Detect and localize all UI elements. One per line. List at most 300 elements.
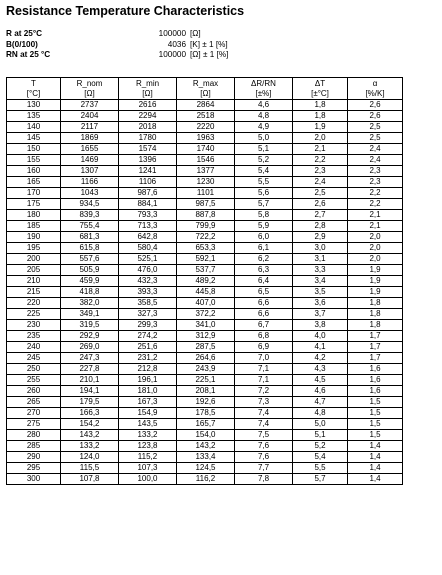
table-row bbox=[7, 320, 403, 331]
table-cell: 6,9 bbox=[235, 342, 293, 353]
table-cell: 1166 bbox=[61, 177, 119, 188]
table-cell: 215 bbox=[7, 287, 61, 298]
parameter-block bbox=[6, 29, 228, 61]
table-row bbox=[7, 430, 403, 441]
table-cell: 2117 bbox=[61, 122, 119, 133]
table-cell: 3,5 bbox=[293, 287, 348, 298]
table-cell: 1101 bbox=[177, 188, 235, 199]
table-cell: 6,0 bbox=[235, 232, 293, 243]
param-value: 100000 bbox=[158, 29, 186, 38]
param-label: R at 25°C bbox=[6, 29, 43, 38]
table-row bbox=[7, 452, 403, 463]
table-cell: 2018 bbox=[119, 122, 177, 133]
table-cell: 1241 bbox=[119, 166, 177, 177]
table-row bbox=[7, 419, 403, 430]
table-row bbox=[7, 463, 403, 474]
table-cell: 1,7 bbox=[348, 331, 403, 342]
table-cell: 459,9 bbox=[61, 276, 119, 287]
table-cell: 1377 bbox=[177, 166, 235, 177]
table-row bbox=[7, 243, 403, 254]
table-cell: 210,1 bbox=[61, 375, 119, 386]
resistance-temperature-table bbox=[6, 77, 403, 485]
table-cell: 5,2 bbox=[235, 155, 293, 166]
table-cell: 1,4 bbox=[348, 441, 403, 452]
table-row bbox=[7, 122, 403, 133]
table-row bbox=[7, 364, 403, 375]
table-row bbox=[7, 331, 403, 342]
table-cell: 2404 bbox=[61, 111, 119, 122]
table-cell: 2,4 bbox=[348, 144, 403, 155]
table-cell: 225 bbox=[7, 309, 61, 320]
table-cell: 1,6 bbox=[348, 364, 403, 375]
table-cell: 4,3 bbox=[293, 364, 348, 375]
table-cell: 115,2 bbox=[119, 452, 177, 463]
table-cell: 349,1 bbox=[61, 309, 119, 320]
table-cell: 5,7 bbox=[235, 199, 293, 210]
table-cell: 6,6 bbox=[235, 309, 293, 320]
table-cell: 5,1 bbox=[293, 430, 348, 441]
table-cell: 185 bbox=[7, 221, 61, 232]
table-cell: 135 bbox=[7, 111, 61, 122]
table-cell: 799,9 bbox=[177, 221, 235, 232]
table-cell: 133,2 bbox=[119, 430, 177, 441]
table-cell: 300 bbox=[7, 474, 61, 485]
param-label: B(0/100) bbox=[6, 39, 38, 49]
table-cell: 2,4 bbox=[348, 155, 403, 166]
table-cell: 3,7 bbox=[293, 309, 348, 320]
table-cell: 1546 bbox=[177, 155, 235, 166]
table-row bbox=[7, 232, 403, 243]
table-cell: 2864 bbox=[177, 100, 235, 111]
table-cell: 525,1 bbox=[119, 254, 177, 265]
table-cell: 165 bbox=[7, 177, 61, 188]
table-row bbox=[7, 199, 403, 210]
table-cell: 1,4 bbox=[348, 463, 403, 474]
table-cell: 260 bbox=[7, 386, 61, 397]
table-cell: 116,2 bbox=[177, 474, 235, 485]
table-cell: 505,9 bbox=[61, 265, 119, 276]
table-cell: 194,1 bbox=[61, 386, 119, 397]
table-cell: 167,3 bbox=[119, 397, 177, 408]
table-cell: 7,7 bbox=[235, 463, 293, 474]
table-cell: 155 bbox=[7, 155, 61, 166]
param-unit: [K] ± 1 [%] bbox=[190, 39, 228, 49]
table-cell: 4,6 bbox=[293, 386, 348, 397]
table-cell: 382,0 bbox=[61, 298, 119, 309]
table-cell: 1,5 bbox=[348, 397, 403, 408]
table-cell: 1043 bbox=[61, 188, 119, 199]
table-cell: 1,9 bbox=[293, 122, 348, 133]
table-cell: 5,4 bbox=[293, 452, 348, 463]
table-cell: 220 bbox=[7, 298, 61, 309]
table-cell: 4,9 bbox=[235, 122, 293, 133]
table-cell: 1,8 bbox=[348, 298, 403, 309]
table-cell: 1106 bbox=[119, 177, 177, 188]
table-cell: 642,8 bbox=[119, 232, 177, 243]
table-cell: 4,8 bbox=[235, 111, 293, 122]
table-cell: 170 bbox=[7, 188, 61, 199]
table-cell: 5,5 bbox=[235, 177, 293, 188]
table-cell: 2,0 bbox=[348, 243, 403, 254]
table-cell: 1,6 bbox=[348, 375, 403, 386]
table-cell: 2,7 bbox=[293, 210, 348, 221]
table-row bbox=[7, 188, 403, 199]
page-title: Resistance Temperature Characteristics bbox=[6, 4, 245, 18]
table-cell: 755,4 bbox=[61, 221, 119, 232]
table-row bbox=[7, 100, 403, 111]
table-cell: 1,8 bbox=[293, 111, 348, 122]
table-row bbox=[7, 287, 403, 298]
table-row bbox=[7, 342, 403, 353]
param-unit: [Ω] bbox=[190, 29, 201, 38]
column-header-temperature: T [°C] bbox=[7, 78, 61, 100]
column-header-r-min: R_min [Ω] bbox=[119, 78, 177, 100]
table-cell: 299,3 bbox=[119, 320, 177, 331]
table-cell: 5,5 bbox=[293, 463, 348, 474]
table-cell: 592,1 bbox=[177, 254, 235, 265]
table-cell: 264,6 bbox=[177, 353, 235, 364]
table-cell: 285 bbox=[7, 441, 61, 452]
table-row bbox=[7, 221, 403, 232]
table-cell: 2294 bbox=[119, 111, 177, 122]
table-cell: 225,1 bbox=[177, 375, 235, 386]
table-cell: 4,7 bbox=[293, 397, 348, 408]
table-cell: 100,0 bbox=[119, 474, 177, 485]
param-row bbox=[6, 29, 228, 40]
table-cell: 2,9 bbox=[293, 232, 348, 243]
table-cell: 143,5 bbox=[119, 419, 177, 430]
table-cell: 205 bbox=[7, 265, 61, 276]
table-cell: 445,8 bbox=[177, 287, 235, 298]
table-cell: 3,8 bbox=[293, 320, 348, 331]
table-cell: 178,5 bbox=[177, 408, 235, 419]
table-cell: 2737 bbox=[61, 100, 119, 111]
table-cell: 4,0 bbox=[293, 331, 348, 342]
table-cell: 5,8 bbox=[235, 210, 293, 221]
table-cell: 681,3 bbox=[61, 232, 119, 243]
table-cell: 839,3 bbox=[61, 210, 119, 221]
table-cell: 1,4 bbox=[348, 452, 403, 463]
table-cell: 166,3 bbox=[61, 408, 119, 419]
table-row bbox=[7, 144, 403, 155]
table-cell: 196,1 bbox=[119, 375, 177, 386]
table-row bbox=[7, 386, 403, 397]
table-cell: 713,3 bbox=[119, 221, 177, 232]
table-cell: 133,4 bbox=[177, 452, 235, 463]
table-cell: 123,8 bbox=[119, 441, 177, 452]
table-cell: 2,8 bbox=[293, 221, 348, 232]
param-value: 4036 bbox=[167, 39, 186, 49]
table-cell: 3,3 bbox=[293, 265, 348, 276]
table-row bbox=[7, 397, 403, 408]
table-cell: 7,0 bbox=[235, 353, 293, 364]
table-cell: 2,0 bbox=[293, 133, 348, 144]
table-cell: 2,1 bbox=[293, 144, 348, 155]
table-cell: 418,8 bbox=[61, 287, 119, 298]
table-cell: 2,5 bbox=[348, 133, 403, 144]
table-row bbox=[7, 254, 403, 265]
table-cell: 2,3 bbox=[348, 166, 403, 177]
table-cell: 200 bbox=[7, 254, 61, 265]
table-cell: 143,2 bbox=[61, 430, 119, 441]
table-cell: 210 bbox=[7, 276, 61, 287]
table-cell: 4,2 bbox=[293, 353, 348, 364]
table-cell: 1,8 bbox=[348, 320, 403, 331]
table-cell: 2,3 bbox=[293, 166, 348, 177]
table-cell: 165,7 bbox=[177, 419, 235, 430]
table-cell: 2,0 bbox=[348, 254, 403, 265]
table-cell: 292,9 bbox=[61, 331, 119, 342]
table-cell: 1,8 bbox=[348, 309, 403, 320]
table-cell: 3,1 bbox=[293, 254, 348, 265]
table-cell: 2,4 bbox=[293, 177, 348, 188]
table-cell: 181,0 bbox=[119, 386, 177, 397]
table-cell: 3,6 bbox=[293, 298, 348, 309]
table-cell: 4,8 bbox=[293, 408, 348, 419]
table-cell: 5,4 bbox=[235, 166, 293, 177]
table-cell: 270 bbox=[7, 408, 61, 419]
table-cell: 2616 bbox=[119, 100, 177, 111]
table-cell: 6,7 bbox=[235, 320, 293, 331]
table-cell: 2,2 bbox=[348, 199, 403, 210]
table-cell: 133,2 bbox=[61, 441, 119, 452]
table-row bbox=[7, 408, 403, 419]
table-cell: 107,8 bbox=[61, 474, 119, 485]
table-cell: 7,1 bbox=[235, 375, 293, 386]
table-cell: 154,9 bbox=[119, 408, 177, 419]
table-cell: 372,2 bbox=[177, 309, 235, 320]
table-cell: 295 bbox=[7, 463, 61, 474]
table-cell: 1963 bbox=[177, 133, 235, 144]
table-cell: 319,5 bbox=[61, 320, 119, 331]
table-cell: 1,9 bbox=[348, 265, 403, 276]
table-cell: 1869 bbox=[61, 133, 119, 144]
table-cell: 243,9 bbox=[177, 364, 235, 375]
table-cell: 1,5 bbox=[348, 408, 403, 419]
param-row bbox=[6, 50, 228, 61]
table-row bbox=[7, 177, 403, 188]
table-cell: 124,5 bbox=[177, 463, 235, 474]
table-cell: 231,2 bbox=[119, 353, 177, 364]
table-cell: 154,0 bbox=[177, 430, 235, 441]
table-body bbox=[7, 100, 403, 485]
table-cell: 1,4 bbox=[348, 474, 403, 485]
table-cell: 887,8 bbox=[177, 210, 235, 221]
table-row bbox=[7, 210, 403, 221]
table-cell: 6,3 bbox=[235, 265, 293, 276]
table-cell: 312,9 bbox=[177, 331, 235, 342]
table-cell: 7,4 bbox=[235, 419, 293, 430]
table-cell: 247,3 bbox=[61, 353, 119, 364]
table-row bbox=[7, 441, 403, 452]
table-cell: 1780 bbox=[119, 133, 177, 144]
table-cell: 7,2 bbox=[235, 386, 293, 397]
table-cell: 6,2 bbox=[235, 254, 293, 265]
table-cell: 7,8 bbox=[235, 474, 293, 485]
table-row bbox=[7, 353, 403, 364]
column-header-r-max: R_max [Ω] bbox=[177, 78, 235, 100]
table-cell: 251,6 bbox=[119, 342, 177, 353]
column-header-delta-t: ΔT [±°C] bbox=[293, 78, 348, 100]
table-cell: 1230 bbox=[177, 177, 235, 188]
column-header-alpha: α [%/K] bbox=[348, 78, 403, 100]
table-cell: 4,5 bbox=[293, 375, 348, 386]
table-cell: 4,6 bbox=[235, 100, 293, 111]
table-cell: 327,3 bbox=[119, 309, 177, 320]
table-cell: 987,6 bbox=[119, 188, 177, 199]
table-cell: 393,3 bbox=[119, 287, 177, 298]
table-cell: 476,0 bbox=[119, 265, 177, 276]
table-cell: 3,4 bbox=[293, 276, 348, 287]
table-cell: 6,1 bbox=[235, 243, 293, 254]
table-cell: 107,3 bbox=[119, 463, 177, 474]
table-cell: 212,8 bbox=[119, 364, 177, 375]
table-cell: 884,1 bbox=[119, 199, 177, 210]
table-cell: 208,1 bbox=[177, 386, 235, 397]
table-cell: 793,3 bbox=[119, 210, 177, 221]
table-cell: 2,2 bbox=[348, 188, 403, 199]
table-cell: 275 bbox=[7, 419, 61, 430]
table-cell: 280 bbox=[7, 430, 61, 441]
table-cell: 195 bbox=[7, 243, 61, 254]
table-cell: 987,5 bbox=[177, 199, 235, 210]
table-row bbox=[7, 298, 403, 309]
table-cell: 7,6 bbox=[235, 441, 293, 452]
table-cell: 6,4 bbox=[235, 276, 293, 287]
table-cell: 7,6 bbox=[235, 452, 293, 463]
table-cell: 1655 bbox=[61, 144, 119, 155]
table-cell: 1,8 bbox=[293, 100, 348, 111]
table-row bbox=[7, 474, 403, 485]
table-cell: 557,6 bbox=[61, 254, 119, 265]
table-cell: 160 bbox=[7, 166, 61, 177]
column-header-delta-r: ΔR/RN [±%] bbox=[235, 78, 293, 100]
table-cell: 1,7 bbox=[348, 353, 403, 364]
table-cell: 1,6 bbox=[348, 386, 403, 397]
table-cell: 722,2 bbox=[177, 232, 235, 243]
param-value: 100000 bbox=[158, 50, 186, 59]
table-row bbox=[7, 155, 403, 166]
table-cell: 6,6 bbox=[235, 298, 293, 309]
table-cell: 190 bbox=[7, 232, 61, 243]
table-cell: 124,0 bbox=[61, 452, 119, 463]
table-cell: 250 bbox=[7, 364, 61, 375]
table-row bbox=[7, 276, 403, 287]
table-cell: 5,6 bbox=[235, 188, 293, 199]
table-cell: 2,3 bbox=[348, 177, 403, 188]
param-label: RN at 25 °C bbox=[6, 50, 51, 59]
table-cell: 265 bbox=[7, 397, 61, 408]
table-cell: 290 bbox=[7, 452, 61, 463]
table-cell: 2,6 bbox=[293, 199, 348, 210]
table-cell: 175 bbox=[7, 199, 61, 210]
table-cell: 358,5 bbox=[119, 298, 177, 309]
table-row bbox=[7, 375, 403, 386]
table-row bbox=[7, 265, 403, 276]
table-cell: 1396 bbox=[119, 155, 177, 166]
table-cell: 1469 bbox=[61, 155, 119, 166]
table-cell: 2518 bbox=[177, 111, 235, 122]
table-cell: 7,1 bbox=[235, 364, 293, 375]
table-cell: 2,1 bbox=[348, 221, 403, 232]
table-cell: 6,5 bbox=[235, 287, 293, 298]
table-cell: 235 bbox=[7, 331, 61, 342]
table-cell: 2,6 bbox=[348, 111, 403, 122]
table-cell: 179,5 bbox=[61, 397, 119, 408]
table-row bbox=[7, 133, 403, 144]
table-cell: 489,2 bbox=[177, 276, 235, 287]
table-cell: 1307 bbox=[61, 166, 119, 177]
table-cell: 240 bbox=[7, 342, 61, 353]
table-cell: 1,7 bbox=[348, 342, 403, 353]
table-row bbox=[7, 111, 403, 122]
table-cell: 3,0 bbox=[293, 243, 348, 254]
table-cell: 2,5 bbox=[348, 122, 403, 133]
table-cell: 432,3 bbox=[119, 276, 177, 287]
table-cell: 2220 bbox=[177, 122, 235, 133]
table-cell: 4,1 bbox=[293, 342, 348, 353]
table-cell: 1740 bbox=[177, 144, 235, 155]
table-cell: 245 bbox=[7, 353, 61, 364]
table-cell: 7,4 bbox=[235, 408, 293, 419]
table-cell: 5,7 bbox=[293, 474, 348, 485]
table-cell: 407,0 bbox=[177, 298, 235, 309]
table-cell: 2,5 bbox=[293, 188, 348, 199]
table-cell: 1574 bbox=[119, 144, 177, 155]
table-cell: 1,5 bbox=[348, 430, 403, 441]
table-cell: 150 bbox=[7, 144, 61, 155]
table-cell: 287,5 bbox=[177, 342, 235, 353]
table-cell: 653,3 bbox=[177, 243, 235, 254]
table-cell: 2,1 bbox=[348, 210, 403, 221]
table-cell: 1,5 bbox=[348, 419, 403, 430]
table-cell: 154,2 bbox=[61, 419, 119, 430]
table-row bbox=[7, 309, 403, 320]
column-header-r-nom: R_nom [Ω] bbox=[61, 78, 119, 100]
table-row bbox=[7, 166, 403, 177]
table-cell: 5,9 bbox=[235, 221, 293, 232]
table-cell: 145 bbox=[7, 133, 61, 144]
param-unit: [Ω] ± 1 [%] bbox=[190, 50, 229, 59]
table-cell: 269,0 bbox=[61, 342, 119, 353]
param-row bbox=[6, 40, 228, 51]
table-cell: 7,5 bbox=[235, 430, 293, 441]
table-cell: 5,0 bbox=[293, 419, 348, 430]
table-cell: 192,6 bbox=[177, 397, 235, 408]
table-cell: 537,7 bbox=[177, 265, 235, 276]
table-cell: 6,8 bbox=[235, 331, 293, 342]
table-cell: 130 bbox=[7, 100, 61, 111]
table-cell: 143,2 bbox=[177, 441, 235, 452]
table-cell: 255 bbox=[7, 375, 61, 386]
table-cell: 5,1 bbox=[235, 144, 293, 155]
table-cell: 230 bbox=[7, 320, 61, 331]
table-cell: 5,2 bbox=[293, 441, 348, 452]
table-cell: 580,4 bbox=[119, 243, 177, 254]
table-cell: 615,8 bbox=[61, 243, 119, 254]
table-cell: 2,0 bbox=[348, 232, 403, 243]
table-cell: 1,9 bbox=[348, 287, 403, 298]
table-cell: 5,0 bbox=[235, 133, 293, 144]
table-cell: 180 bbox=[7, 210, 61, 221]
table-cell: 2,6 bbox=[348, 100, 403, 111]
table-cell: 274,2 bbox=[119, 331, 177, 342]
table-cell: 934,5 bbox=[61, 199, 119, 210]
table-header bbox=[7, 78, 403, 100]
table-cell: 2,2 bbox=[293, 155, 348, 166]
table-cell: 227,8 bbox=[61, 364, 119, 375]
table-cell: 341,0 bbox=[177, 320, 235, 331]
